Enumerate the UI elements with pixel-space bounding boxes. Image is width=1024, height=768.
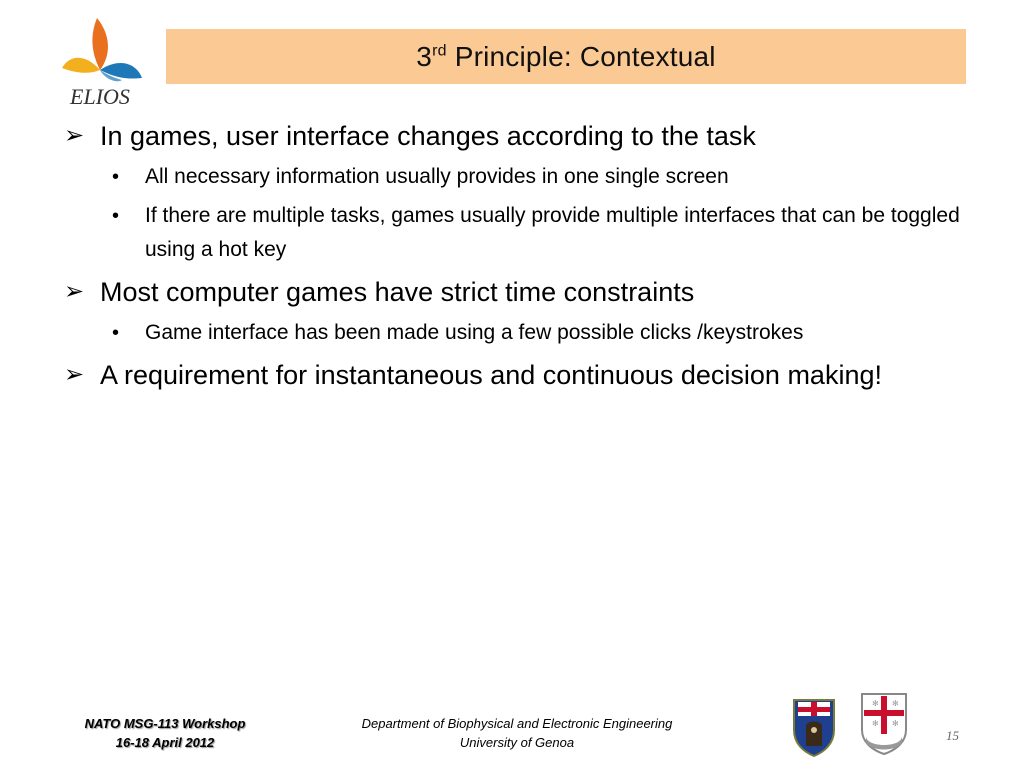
elios-logo bbox=[52, 14, 148, 108]
dot-bullet-icon: • bbox=[112, 205, 120, 227]
bullet-1: ➢ In games, user interface changes according to the task bbox=[64, 116, 964, 156]
dot-bullet-icon: • bbox=[112, 166, 120, 188]
dot-bullet-icon: • bbox=[112, 322, 120, 344]
sub-bullet-2-1: • Game interface has been made using a few possible clicks /keystrokes bbox=[64, 316, 964, 350]
page-number: 15 bbox=[946, 728, 959, 743]
university-crest-icon bbox=[858, 692, 910, 756]
university-name: University of Genoa bbox=[459, 735, 575, 750]
svg-text:✻: ✻ bbox=[872, 719, 879, 728]
sub-bullet-1-2: • If there are multiple tasks, games usually provide multiple interfaces that can be toggled using a hot key bbox=[64, 199, 964, 267]
svg-text:✻: ✻ bbox=[892, 719, 899, 728]
logo-text: ELIOS bbox=[70, 84, 130, 108]
workshop-name: NATO MSG-113 Workshop bbox=[84, 716, 246, 731]
svg-text:✻: ✻ bbox=[872, 699, 879, 708]
footer-department bbox=[310, 714, 724, 752]
title-bar bbox=[166, 29, 966, 84]
workshop-dates: 16-18 April 2012 bbox=[115, 735, 215, 750]
arrow-bullet-icon: ➢ bbox=[64, 361, 85, 388]
sub-bullet-1-1: • All necessary information usually provides in one single screen bbox=[64, 160, 964, 194]
bullet-3: ➢ A requirement for instantaneous and continuous decision making! bbox=[64, 355, 964, 395]
bullet-2: ➢ Most computer games have strict time constraints bbox=[64, 272, 964, 312]
department-name: Department of Biophysical and Electronic Engineering bbox=[361, 716, 673, 731]
genoa-crest-icon bbox=[790, 696, 838, 758]
arrow-bullet-icon: ➢ bbox=[64, 278, 85, 305]
slide-content bbox=[64, 116, 964, 399]
slide-title: 3rd Principle: Contextual bbox=[416, 40, 716, 72]
arrow-bullet-icon: ➢ bbox=[64, 122, 85, 149]
svg-text:✻: ✻ bbox=[892, 699, 899, 708]
footer-workshop bbox=[60, 714, 270, 752]
